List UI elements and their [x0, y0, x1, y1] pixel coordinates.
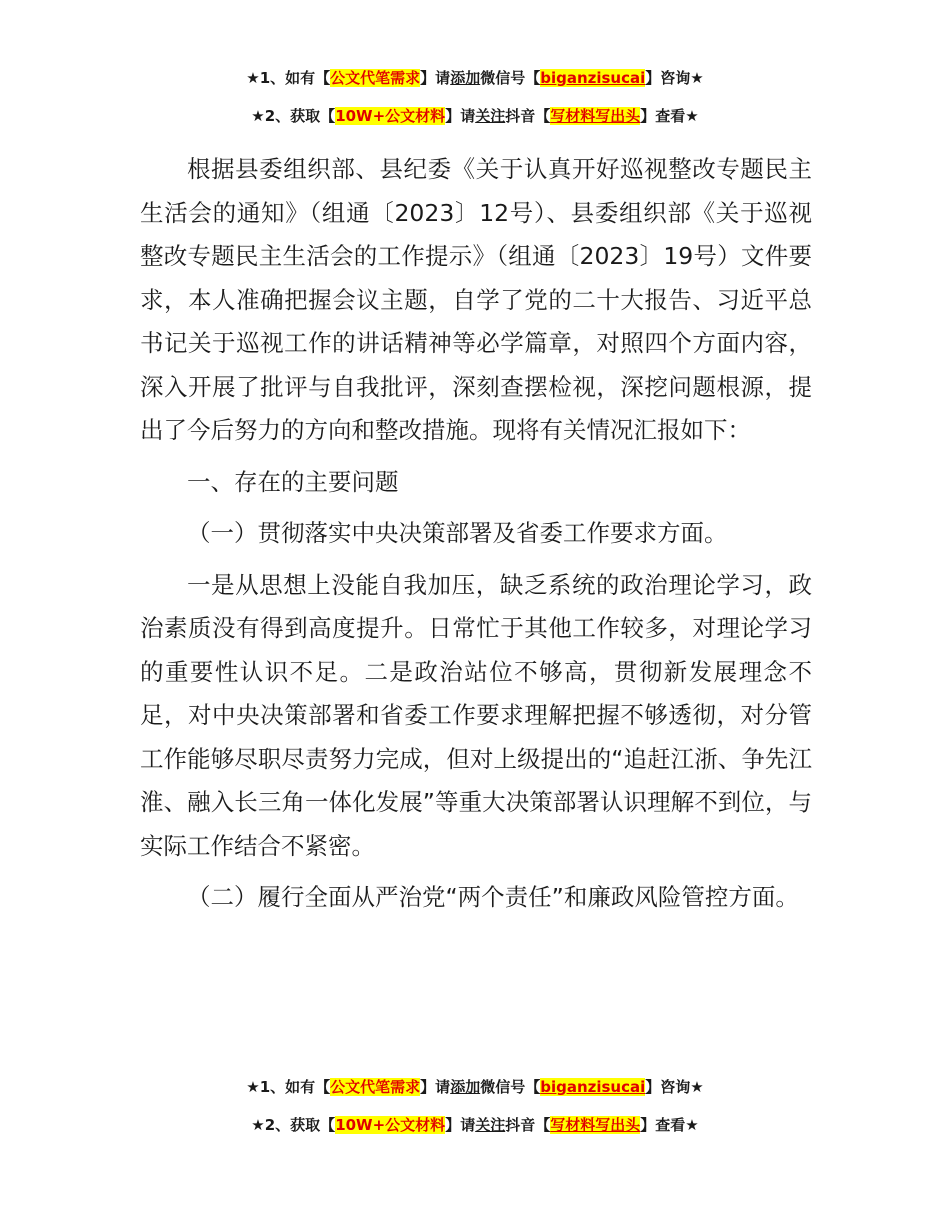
banner-text: 】咨询★	[645, 69, 704, 87]
banner-text: 】咨询★	[645, 1078, 704, 1096]
banner-text: 抖音【	[505, 107, 551, 125]
banner-underline: 添加	[450, 1078, 481, 1096]
section-heading: 一、存在的主要问题	[187, 467, 399, 496]
banner-text: 】查看★	[640, 1116, 699, 1134]
banner-highlight: 公文代笔需求	[330, 69, 421, 87]
banner-underline: 关注	[475, 107, 506, 125]
top-banner-line-2	[0, 106, 950, 126]
banner-text: ★1、如有【	[246, 69, 331, 87]
banner-highlight: 10W+公文材料	[335, 107, 446, 125]
banner-underline: 添加	[450, 69, 481, 87]
paragraph-intro: 根据县委组织部、县纪委《关于认真开好巡视整改专题民主生活会的通知》（组通〔2023〕12号）、县委组织部《关于巡视整改专题民主生活会的工作提示》（组通〔2023〕19号）文件要求，本人准确把握会议主题，自学了党的二十大报告、习近平总书记关于巡视工作的讲话精神等必学篇章，对照四个方面内容，深入开展了批评与自我批评，深刻查摆检视，深挖问题根源，提出了今后努力的方向和整改措施。现将有关情况汇报如下：	[140, 155, 812, 444]
banner-text: 】请	[420, 69, 451, 87]
banner-text: 】查看★	[640, 107, 699, 125]
top-banner-line-1	[0, 68, 950, 88]
banner-text: ★2、获取【	[251, 107, 336, 125]
paragraph-problems: 一是从思想上没能自我加压，缺乏系统的政治理论学习，政治素质没有得到高度提升。日常忙于其他工作较多，对理论学习的重要性认识不足。二是政治站位不够高，贯彻新发展理念不足，对中央决策部署和省委工作要求理解把握不够透彻，对分管工作能够尽职尽责努力完成，但对上级提出的“追赶江浙、争先江淮、融入长三角一体化发展”等重大决策部署认识理解不到位，与实际工作结合不紧密。	[140, 570, 812, 860]
bottom-banner-line-2	[0, 1115, 950, 1135]
bottom-banner-line-1	[0, 1077, 950, 1097]
banner-highlight: 写材料写出头	[550, 107, 641, 125]
banner-underline: 关注	[475, 1116, 506, 1134]
banner-highlight: biganzisucai	[540, 1078, 646, 1096]
banner-text: 抖音【	[505, 1116, 551, 1134]
banner-text: ★2、获取【	[251, 1116, 336, 1134]
banner-highlight: 公文代笔需求	[330, 1078, 421, 1096]
subsection-heading: （二）履行全面从严治党“两个责任”和廉政风险管控方面。	[187, 883, 799, 911]
banner-text: 】请	[420, 1078, 451, 1096]
banner-highlight: 10W+公文材料	[335, 1116, 446, 1134]
banner-highlight: biganzisucai	[540, 69, 646, 87]
document-body	[140, 148, 812, 920]
banner-text: 微信号【	[480, 1078, 541, 1096]
banner-text: 微信号【	[480, 69, 541, 87]
banner-highlight: 写材料写出头	[550, 1116, 641, 1134]
subsection-heading: （一）贯彻落实中央决策部署及省委工作要求方面。	[187, 519, 728, 547]
banner-text: ★1、如有【	[246, 1078, 331, 1096]
banner-text: 】请	[445, 107, 476, 125]
banner-text: 】请	[445, 1116, 476, 1134]
